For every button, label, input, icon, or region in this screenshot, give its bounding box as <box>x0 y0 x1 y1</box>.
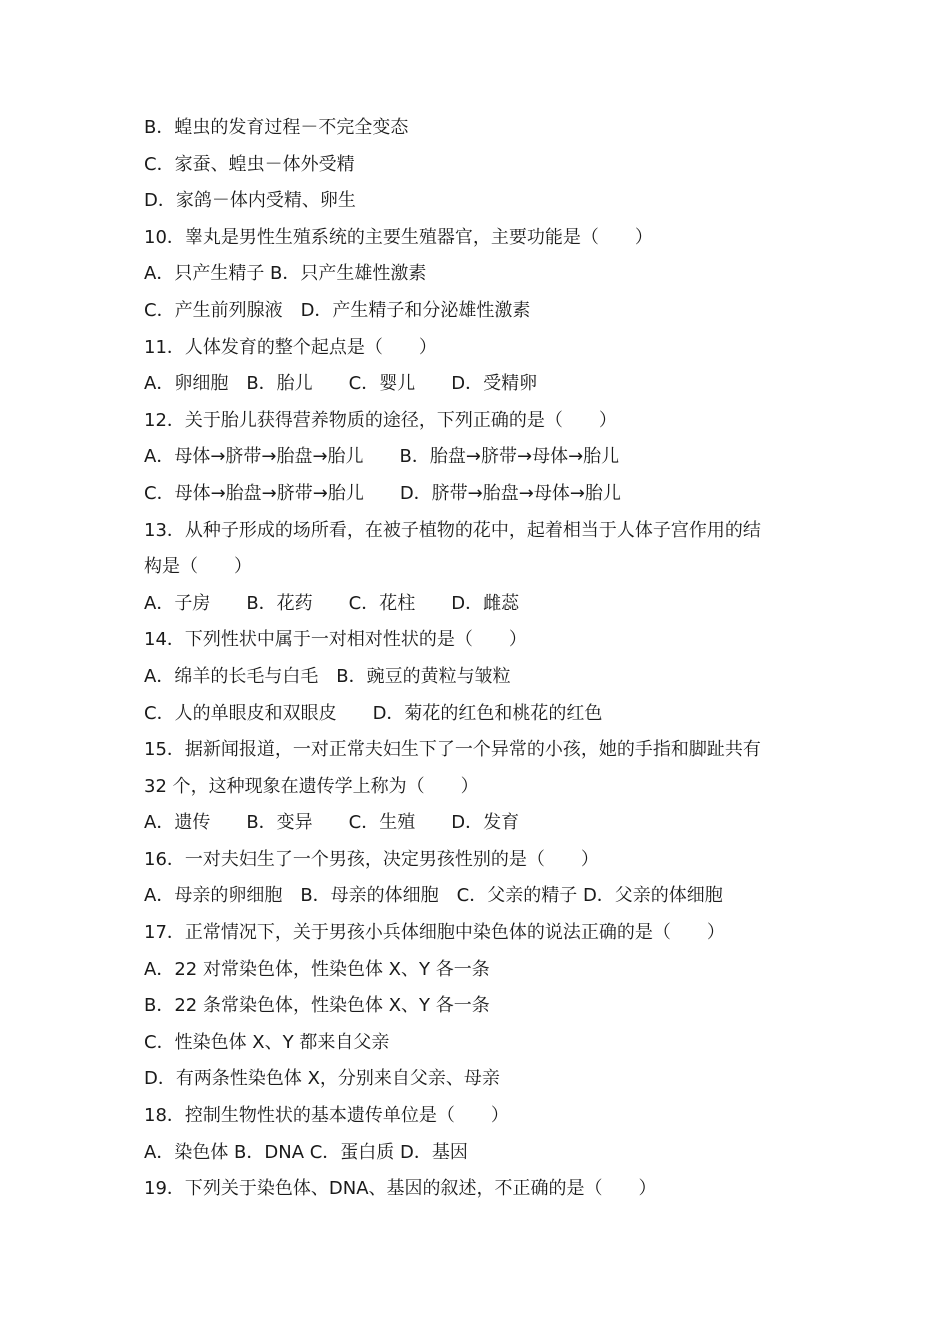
question-14-options: A．绵羊的长毛与白毛 B．豌豆的黄粒与皱粒 <box>144 665 511 687</box>
text-line: D．家鸽－体内受精、卵生 <box>144 190 356 212</box>
question-19: 19．下列关于染色体、DNA、基因的叙述，不正确的是（ ） <box>144 1178 657 1200</box>
question-16-options: A．母亲的卵细胞 B．母亲的体细胞 C．父亲的精子 D．父亲的体细胞 <box>144 885 723 907</box>
question-11: 11．人体发育的整个起点是（ ） <box>144 336 437 358</box>
question-10-options: C．产生前列腺液 D．产生精子和分泌雄性激素 <box>144 299 531 321</box>
text-line: C．家蚕、蝗虫－体外受精 <box>144 153 355 175</box>
question-13-continued: 构是（ ） <box>144 556 252 578</box>
question-13: 13．从种子形成的场所看，在被子植物的花中，起着相当于人体子宫作用的结 <box>144 519 761 541</box>
question-13-options: A．子房 B．花药 C．花柱 D．雌蕊 <box>144 592 520 614</box>
question-12: 12．关于胎儿获得营养物质的途径，下列正确的是（ ） <box>144 409 617 431</box>
question-16: 16．一对夫妇生了一个男孩，决定男孩性别的是（ ） <box>144 848 599 870</box>
question-17-option-b: B．22 条常染色体，性染色体 X、Y 各一条 <box>144 995 490 1017</box>
question-11-options: A．卵细胞 B．胎儿 C．婴儿 D．受精卵 <box>144 373 538 395</box>
question-18-options: A．染色体 B．DNA C．蛋白质 D．基因 <box>144 1141 468 1163</box>
question-18: 18．控制生物性状的基本遗传单位是（ ） <box>144 1105 509 1127</box>
question-17-option-a: A．22 对常染色体，性染色体 X、Y 各一条 <box>144 958 490 980</box>
question-15-options: A．遗传 B．变异 C．生殖 D．发育 <box>144 812 520 834</box>
question-14: 14．下列性状中属于一对相对性状的是（ ） <box>144 629 527 651</box>
question-17-option-c: C．性染色体 X、Y 都来自父亲 <box>144 1031 390 1053</box>
question-12-options: A．母体→脐带→胎盘→胎儿 B．胎盘→脐带→母体→胎儿 <box>144 446 620 468</box>
question-10-options: A．只产生精子 B．只产生雄性激素 <box>144 263 427 285</box>
question-14-options: C．人的单眼皮和双眼皮 D．菊花的红色和桃花的红色 <box>144 702 603 724</box>
text-line: B．蝗虫的发育过程－不完全变态 <box>144 117 409 138</box>
question-17: 17．正常情况下，关于男孩小兵体细胞中染色体的说法正确的是（ ） <box>144 922 725 944</box>
question-17-option-d: D．有两条性染色体 X，分别来自父亲、母亲 <box>144 1068 500 1090</box>
question-12-options: C．母体→胎盘→脐带→胎儿 D．脐带→胎盘→母体→胎儿 <box>144 482 621 504</box>
question-15: 15．据新闻报道，一对正常夫妇生下了一个异常的小孩，她的手指和脚趾共有 <box>144 739 761 761</box>
question-15-continued: 32 个，这种现象在遗传学上称为（ ） <box>144 775 479 797</box>
question-10: 10．睾丸是男性生殖系统的主要生殖器官，主要功能是（ ） <box>144 226 653 248</box>
question-text-block <box>144 110 816 1208</box>
